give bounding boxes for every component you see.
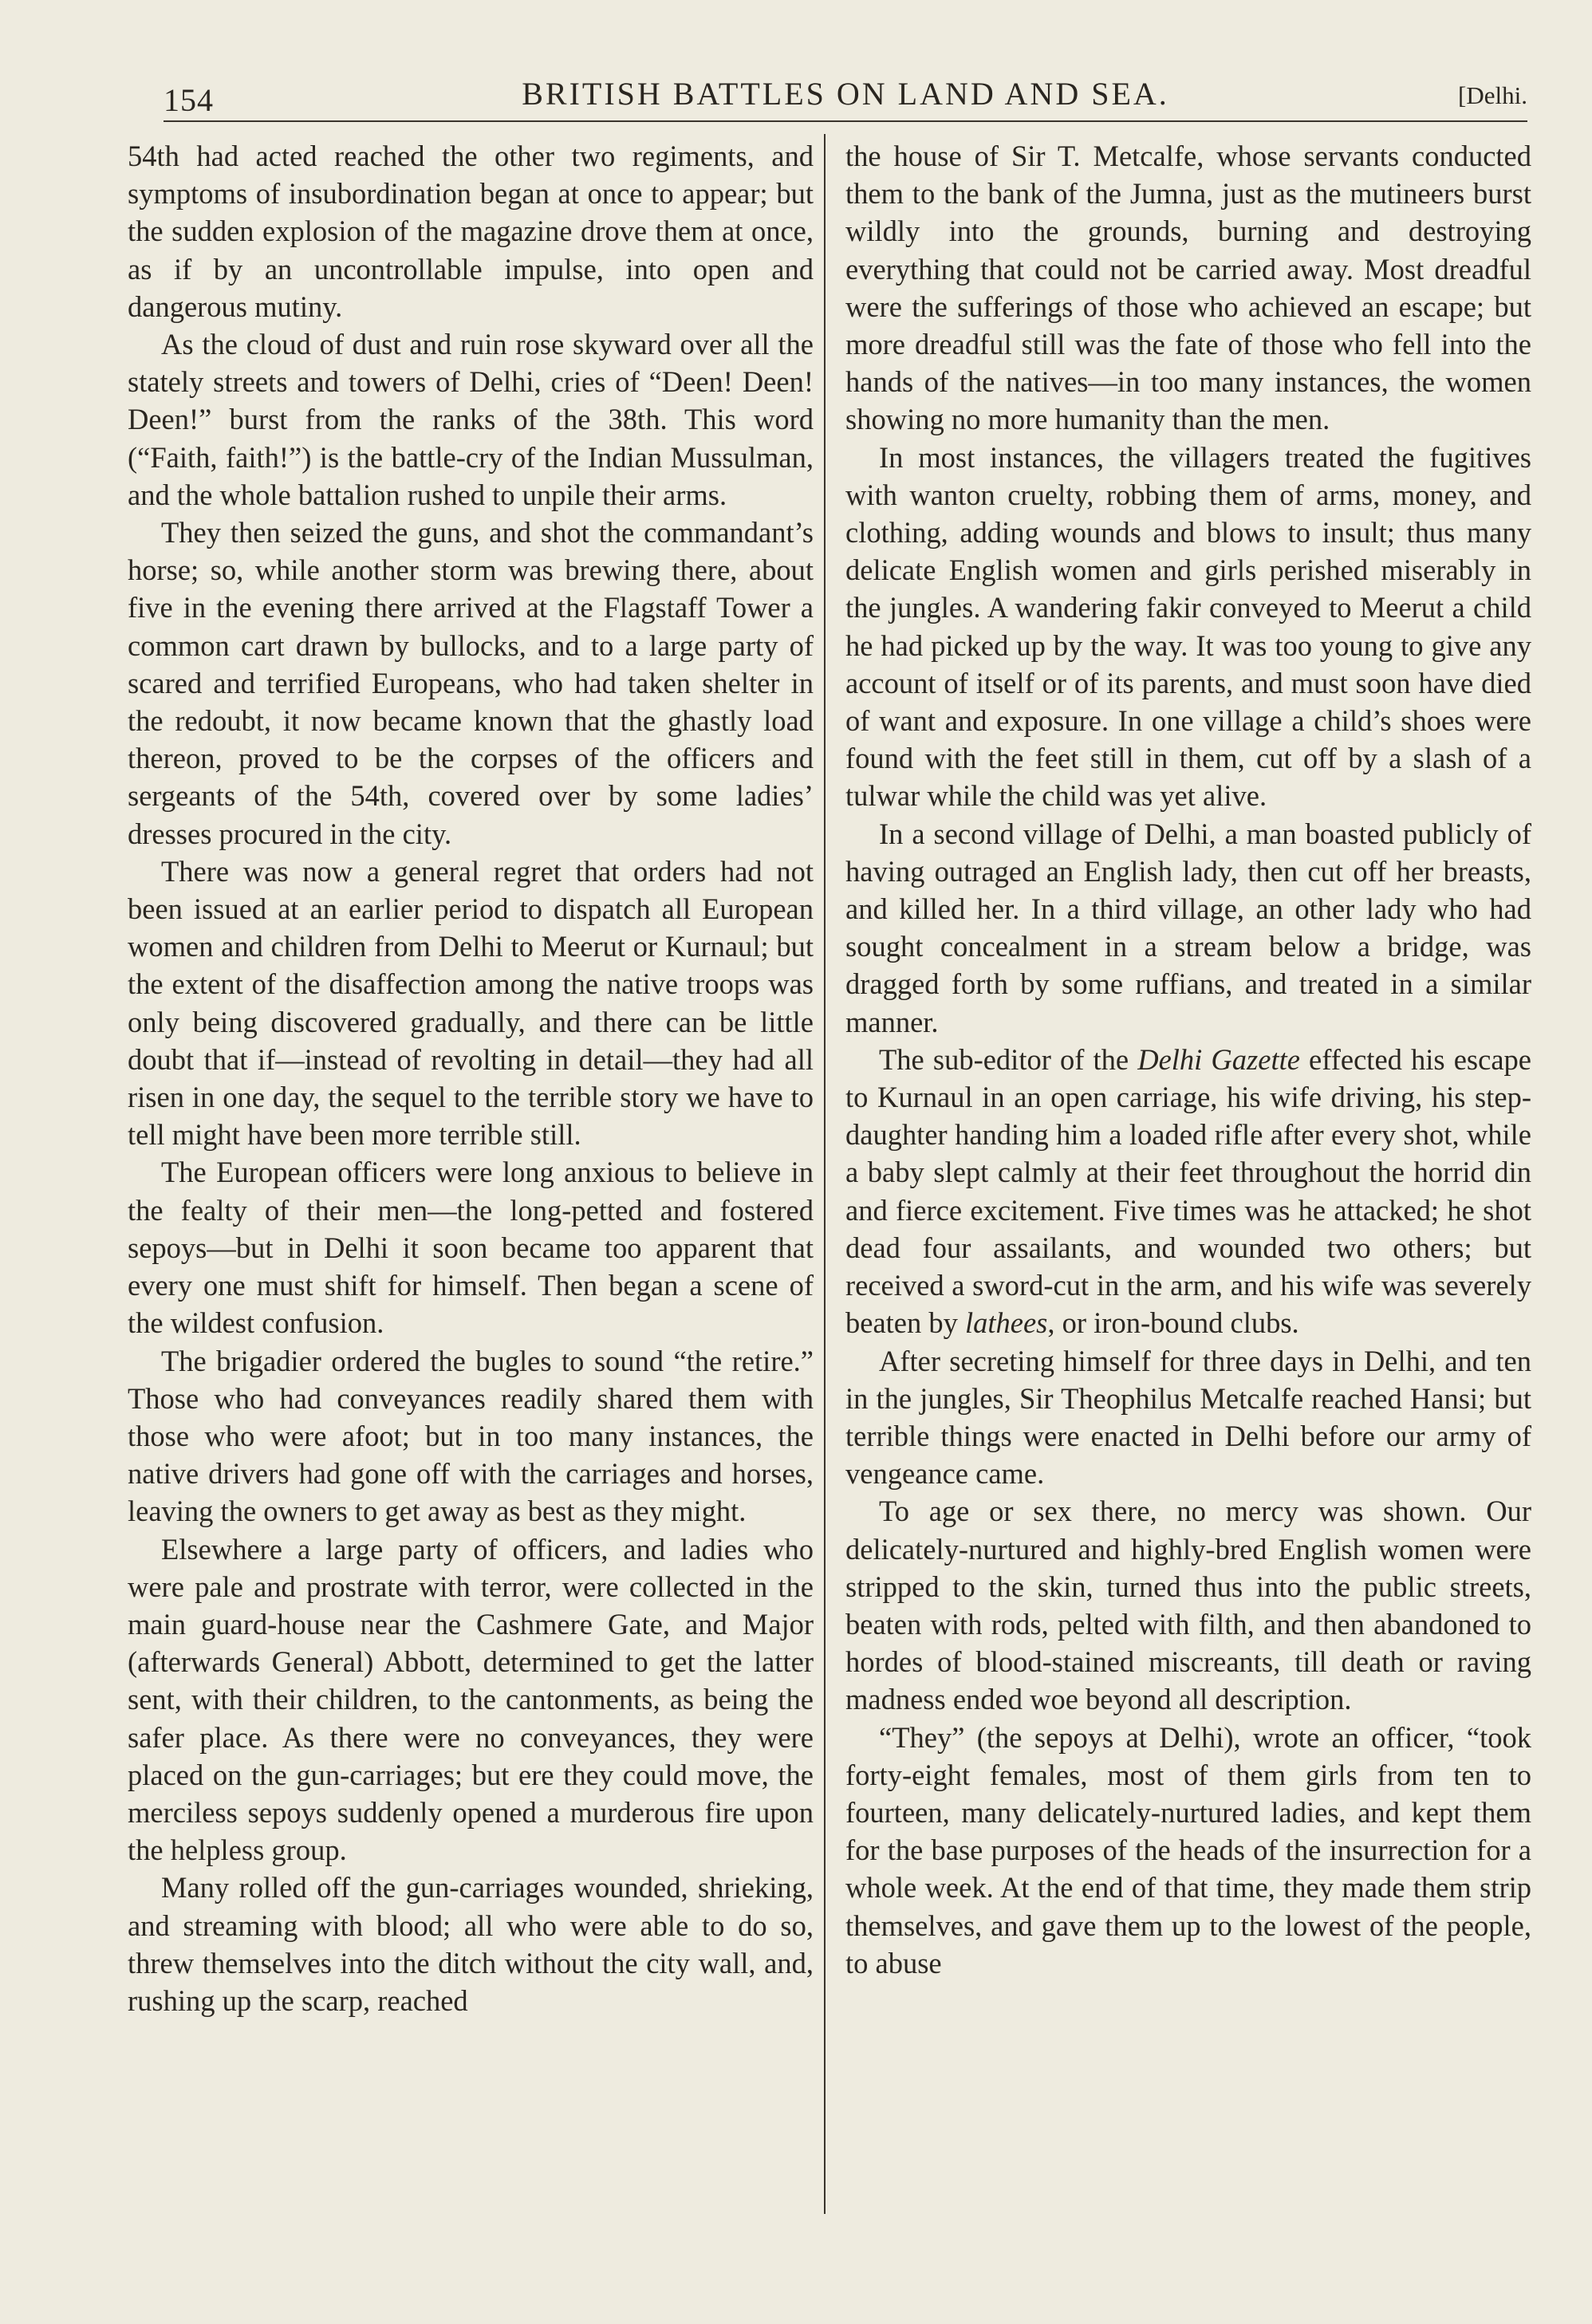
text-run: The sub-editor of the bbox=[879, 1042, 1138, 1076]
paragraph: After secreting himself for three days in Delhi, and ten in the jungles, Sir Theophilus Metcalfe reached Hansi; but terrible things were enacted in Delhi before our army of vengeance came. bbox=[845, 1344, 1531, 1491]
paragraph: As the cloud of dust and ruin rose skyward over all the stately streets and towers of Delhi, cries of “Deen! Deen! Deen!” burst from the ranks of the 38th. This word (“Faith, faith!”) is the battle-cry of the Indian Mussulman, and the whole battalion rushed to unpile their arms. bbox=[128, 328, 814, 511]
paragraph: The European officers were long anxious to believe in the fealty of their men—the long-petted and fostered sepoys—but in Delhi it soon became too apparent that every one must shift for himself. Then began a scene of the wildest confusion. bbox=[128, 1156, 814, 1340]
column-rule bbox=[824, 134, 826, 2214]
paragraph: The brigadier ordered the bugles to sound “the retire.” Those who had conveyances readily shared them with those who were afoot; but in too many instances, the native drivers had gone off with the carriages and horses, leaving the owners to get away as best as they might. bbox=[128, 1344, 814, 1528]
page-number: 154 bbox=[164, 82, 214, 118]
section-label: [Delhi. bbox=[1458, 81, 1527, 109]
left-column bbox=[128, 137, 814, 2019]
italic-term: lathees bbox=[965, 1306, 1048, 1340]
paragraph: In most instances, the villagers treated the fugitives with wanton cruelty, robbing them of arms, money, and clothing, adding wounds and blows to insult; thus many delicate English women and girls perished miserably in the jungles. A wandering fakir conveyed to Meerut a child he had picked up by the way. It was too young to give any account of itself or of its parents, and must soon have died of want and exposure. In one village a child’s shoes were found with the feet still in them, cut off by a slash of a tulwar while the child was yet alive. bbox=[845, 440, 1531, 813]
paragraph bbox=[845, 1041, 1531, 1342]
paragraph: In a second village of Delhi, a man boasted publicly of having outraged an English lady, then cut off her breasts, and killed her. In a third village, an other lady who had sought concealment in a stream below a bridge, was dragged forth by some ruffians, and treated in a similar manner. bbox=[845, 817, 1531, 1038]
paragraph: There was now a general regret that orders had not been issued at an earlier period to dispatch all European women and children from Delhi to Meerut or Kurnaul; but the extent of the disaffection among the native troops was only being discovered gradually, and there can be little doubt that if—instead of revolting in detail—they had all risen in one day, the sequel to the terrible story we have to tell might have been more terrible still. bbox=[128, 854, 814, 1152]
paragraph: Elsewhere a large party of officers, and ladies who were pale and prostrate with terror, were collected in the main guard-house near the Cashmere Gate, and Major (afterwards General) Abbott, determined to get the latter sent, with their children, to the cantonments, as being the safer place. As there were no conveyances, they were placed on the gun-carriages; but ere they could move, the merciless sepoys suddenly opened a murderous fire upon the helpless group. bbox=[128, 1532, 814, 1867]
header-rule bbox=[164, 120, 1527, 122]
newspaper-title: Delhi Gazette bbox=[1137, 1042, 1300, 1076]
right-column bbox=[845, 137, 1531, 1982]
paragraph: 54th had acted reached the other two regiments, and symptoms of insubordination began at once to appear; but the sudden explosion of the magazine drove them at once, as if by an uncontrollable impulse, into open and dangerous mutiny. bbox=[128, 140, 814, 323]
paragraph: “They” (the sepoys at Delhi), wrote an officer, “took forty-eight females, most of them girls from ten to fourteen, many delicately-nurtured ladies, and kept them for the base purposes of the heads of the insurrection for a whole week. At the end of that time, they made them strip themselves, and gave them up to the lowest of the people, to abuse bbox=[845, 1720, 1531, 1979]
text-run: effected his escape to Kurnaul in an open carriage, his wife driving, his step-daughter handing him a loaded rifle after every shot, while a baby slept calmly at their feet throughout the horrid din and fierce excitement. Five times was he attacked; he shot dead four assailants, and wounded two others; but received a sword-cut in the arm, and his wife was severely beaten by bbox=[845, 1042, 1531, 1340]
paragraph: Many rolled off the gun-carriages wounded, shrieking, and streaming with blood; all who were able to do so, threw themselves into the ditch without the city wall, and, rushing up the scarp, reached bbox=[128, 1871, 814, 2017]
running-head bbox=[164, 70, 1527, 126]
text-run: , or iron-bound clubs. bbox=[1047, 1306, 1299, 1340]
paragraph: To age or sex there, no mercy was shown. Our delicately-nurtured and highly-bred English women were stripped to the skin, turned thus into the public streets, beaten with rods, pelted with filth, and then abandoned to hordes of blood-stained miscreants, till death or raving madness ended woe beyond all description. bbox=[845, 1495, 1531, 1716]
running-title: BRITISH BATTLES ON LAND AND SEA. bbox=[522, 76, 1169, 112]
paragraph: They then seized the guns, and shot the commandant’s horse; so, while another storm was brewing there, about five in the evening there arrived at the Flagstaff Tower a common cart drawn by bullocks, and to a large party of scared and terrified Europeans, who had taken shelter in the redoubt, it now became known that the ghastly load thereon, proved to be the corpses of the officers and sergeants of the 54th, covered over by some ladies’ dresses procured in the city. bbox=[128, 516, 814, 850]
paragraph: the house of Sir T. Metcalfe, whose servants conducted them to the bank of the Jumna, just as the mutineers burst wildly into the grounds, burning and destroying everything that could not be carried away. Most dreadful were the sufferings of those who achieved an escape; but more dreadful still was the fate of those who fell into the hands of the natives—in too many instances, the women showing no more humanity than the men. bbox=[845, 140, 1531, 436]
